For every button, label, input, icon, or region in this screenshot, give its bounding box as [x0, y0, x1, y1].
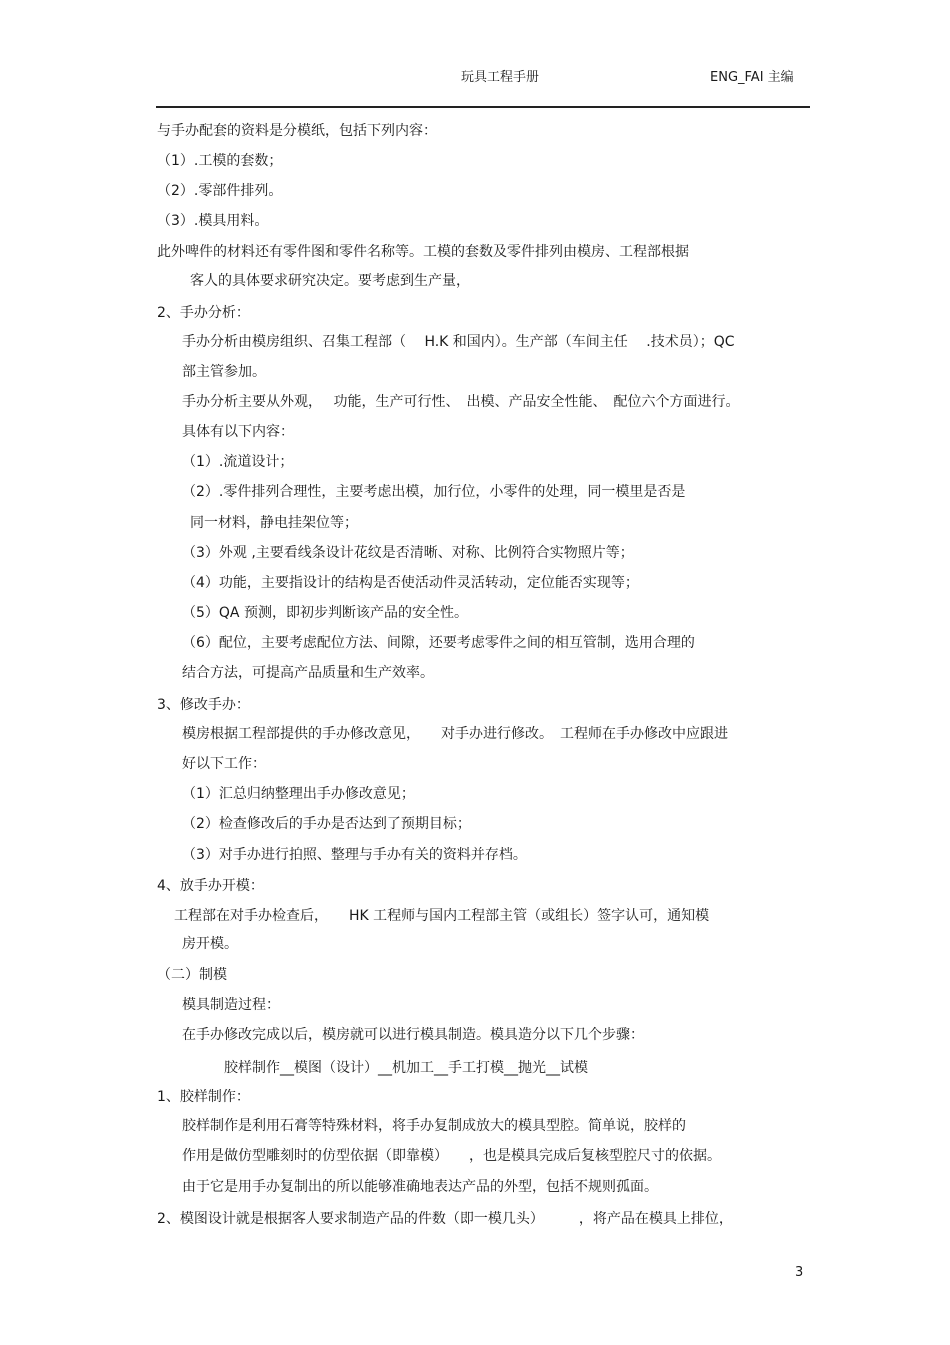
text-line: 胶样制作是利用石膏等特殊材料，将手办复制成放大的模具型腔。简单说，胶样的 — [182, 1118, 686, 1134]
text-line: （1）汇总归纳整理出手办修改意见； — [182, 786, 415, 802]
text-line: （3）对手办进行拍照、整理与手办有关的资料并存档。 — [182, 847, 527, 863]
text-line: 部主管参加。 — [182, 364, 266, 380]
text-line: （1）.工模的套数； — [157, 153, 283, 169]
text-line: 同一材料，静电挂架位等； — [190, 515, 358, 531]
text-line: （2）.零件排列合理性，主要考虑出模，加行位，小零件的处理，同一模里是否是 — [182, 484, 686, 500]
text-line: 2、模图设计就是根据客人要求制造产品的件数（即一模几头） ，将产品在模具上排位， — [157, 1211, 733, 1227]
text-line: 由于它是用手办复制出的所以能够准确地表达产品的外型，包括不规则孤面。 — [182, 1179, 658, 1195]
text-line: 与手办配套的资料是分模纸，包括下列内容： — [157, 123, 437, 139]
text-line: （5）QA 预测，即初步判断该产品的安全性。 — [182, 605, 468, 621]
text-line: 手办分析由模房组织、召集工程部（ H.K 和国内）。生产部（车间主任 .技术员）；QC — [182, 334, 735, 350]
header-title: 玩具工程手册 — [461, 70, 540, 85]
page-number: 3 — [795, 1265, 804, 1280]
text-line: 模房根据工程部提供的手办修改意见， 对手办进行修改。 工程师在手办修改中应跟进 — [182, 726, 728, 742]
header-editor: ENG_FAI 主编 — [710, 70, 794, 85]
text-line: （3）.模具用料。 — [157, 213, 269, 229]
section-heading: 1、胶样制作： — [157, 1089, 250, 1105]
section-heading: 4、放手办开模： — [157, 878, 264, 894]
text-line: 作用是做仿型雕刻时的仿型依据（即靠模） ，也是模具完成后复核型腔尺寸的依据。 — [182, 1148, 721, 1164]
text-line: （2）检查修改后的手办是否达到了预期目标； — [182, 816, 471, 832]
text-line: 好以下工作： — [182, 756, 266, 772]
section-heading: （二）制模 — [157, 967, 227, 983]
header-rule — [156, 106, 810, 108]
section-heading: 2、手办分析： — [157, 305, 250, 321]
process-steps: 胶样制作__模图（设计）__机加工__手工打模__抛光__试模 — [224, 1060, 588, 1076]
section-heading: 3、修改手办： — [157, 697, 250, 713]
text-line: 手办分析主要从外观， 功能，生产可行性、 出模、产品安全性能、 配位六个方面进行。 — [182, 394, 740, 410]
text-line: 工程部在对手办检查后， HK 工程师与国内工程部主管（或组长）签字认可，通知模 — [174, 908, 710, 924]
text-line: 此外啤件的材料还有零件图和零件名称等。工模的套数及零件排列由模房、工程部根据 — [157, 244, 689, 260]
text-line: （3）外观 ,主要看线条设计花纹是否清晰、对称、比例符合实物照片等； — [182, 545, 634, 561]
text-line: （4）功能，主要指设计的结构是否使活动件灵活转动，定位能否实现等； — [182, 575, 639, 591]
text-line: 模具制造过程： — [182, 997, 280, 1013]
text-line: 在手办修改完成以后，模房就可以进行模具制造。模具造分以下几个步骤： — [182, 1027, 644, 1043]
text-line: 房开模。 — [182, 936, 238, 952]
text-line: 具体有以下内容： — [182, 424, 294, 440]
text-line: 客人的具体要求研究决定。要考虑到生产量， — [190, 273, 470, 289]
text-line: （6）配位，主要考虑配位方法、间隙，还要考虑零件之间的相互管制，选用合理的 — [182, 635, 695, 651]
text-line: （1）.流道设计； — [182, 454, 294, 470]
text-line: 结合方法，可提高产品质量和生产效率。 — [182, 665, 434, 681]
text-line: （2）.零部件排列。 — [157, 183, 283, 199]
